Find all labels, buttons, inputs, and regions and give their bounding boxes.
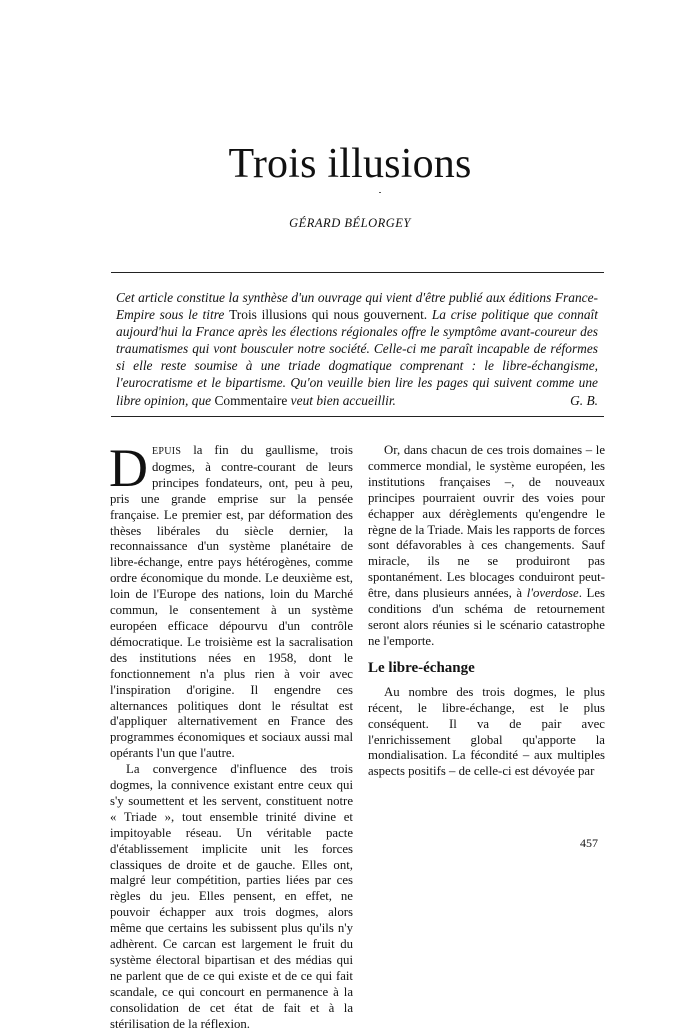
section-heading: Le libre-échange [368,659,475,676]
body-paragraph-3-text-a: Or, dans chacun de ces trois domaines – le commerce mondial, le système européen, les institutions françaises –, de nouveaux principes pourraient ouvrir des voies pour échapper aux dérèglements qu'engendre le règne de la Triade. Mais les rapports de forces sont défavorables à ces changements. Sauf miracle, ils ne se produiront pas spontanément. Les blocages conduiront peut-être, dans plusieurs années, à [368,443,605,601]
article-author: GÉRARD BÉLORGEY [289,216,411,230]
opening-smallcaps: EPUIS [152,446,182,457]
abstract-part-3: veut bien accueillir. [287,392,396,408]
body-column-left [109,438,353,1033]
abstract-book-title: Trois illusions qui nous gouvernent. [229,307,428,323]
abstract-part-2: La crise politique que connaît aujourd'hui la France après les élections régionales offre le symptôme avant-coureur des traumatismes qui vont bousculer notre société. Celle-ci me paraît incapable de réformes si elle reste soumise à une triade dogmatique comprenant : le libre-échangisme, l'eurocratisme et le bipartisme. Qu'on veuille bien lire les pages qui suivent comme une libre opinion, que [116,307,598,408]
body-paragraph-1 [109,438,353,762]
body-paragraph-2: La convergence d'influence des trois dogmes, la connivence existant entre ceux qui s'y soumettent et les servent, constituent notre « Triade », tout ensemble trinité divine et impitoyable réseau. Un véritable pacte d'établissement implicite unit les forces classiques de droite et de gauche. Elles ont, malgré leur compétition, parties liées par ces règles du jeu. Elles pensent, en effet, ne pouvoir échapper aux trois dogmes, alors même que certains les subissent plus qu'ils n'y adhèrent. Ce carcan est largement le fruit du système électoral bipartisan et des médias qui ne parlent que de ce qui existe et de ce qui fait scandale, ce qui concourt en permanence à la consolidation de cet état de fait et à la stérilisation de la réflexion. [110,762,353,1031]
drop-cap: D [109,438,148,498]
print-speck [379,192,381,193]
abstract-journal-name: Commentaire [214,392,288,408]
body-column-right [368,443,605,780]
body-paragraph-1-text: la fin du gaullisme, trois dogmes, à contre-courant de leurs principes fondateurs, ont, peu à peu, pris une grande emprise sur la pensée française. Le premier est, par déformation des thèses libérales du siècle dernier, la reconnaissance d'un système planétaire de libre-échange, entre pays hétérogènes, comme ordre économique du monde. Le deuxième est, loin de l'Europe des nations, loin du Marché commun, le consentement à un système européen efficace dépourvu d'un contrôle démocratique. Le troisième est la sacralisation des institutions nées en 1958, dont le fonctionnement n'a plus rien à voir avec l'inspiration d'origine. Il engendre ces alternances politiques dont le résultat est d'appliquer alternativement en France des programmes économiques et sociaux aussi mal opérants l'un que l'autre. [110,443,353,761]
abstract-top-rule [111,272,604,273]
article-title: Trois illusions [228,141,472,187]
body-paragraph-4: Au nombre des trois dogmes, le plus récent, le libre-échange, est le plus conséquent. Il va de pair avec l'enrichissement global qu'apporte la mondialisation. La fécondité – aux multiples aspects positifs – de celle-ci est dévoyée par [368,684,605,779]
abstract-part-1: Cet article constitue la synthèse d'un ouvrage qui vient d'être publié aux éditions France-Empire sous le titre [116,290,598,323]
abstract-signature: G. B. [570,393,598,408]
body-paragraph-3-text-b: . Les conditions d'un schéma de retournement seront alors réunies si le scénario catastrophe ne l'emporte. [368,586,605,648]
abstract-bottom-rule [111,416,604,417]
body-paragraph-3 [368,443,605,650]
body-paragraph-3-italic: l'overdose [526,586,579,601]
abstract-text [116,289,598,409]
page-number: 457 [580,836,598,850]
